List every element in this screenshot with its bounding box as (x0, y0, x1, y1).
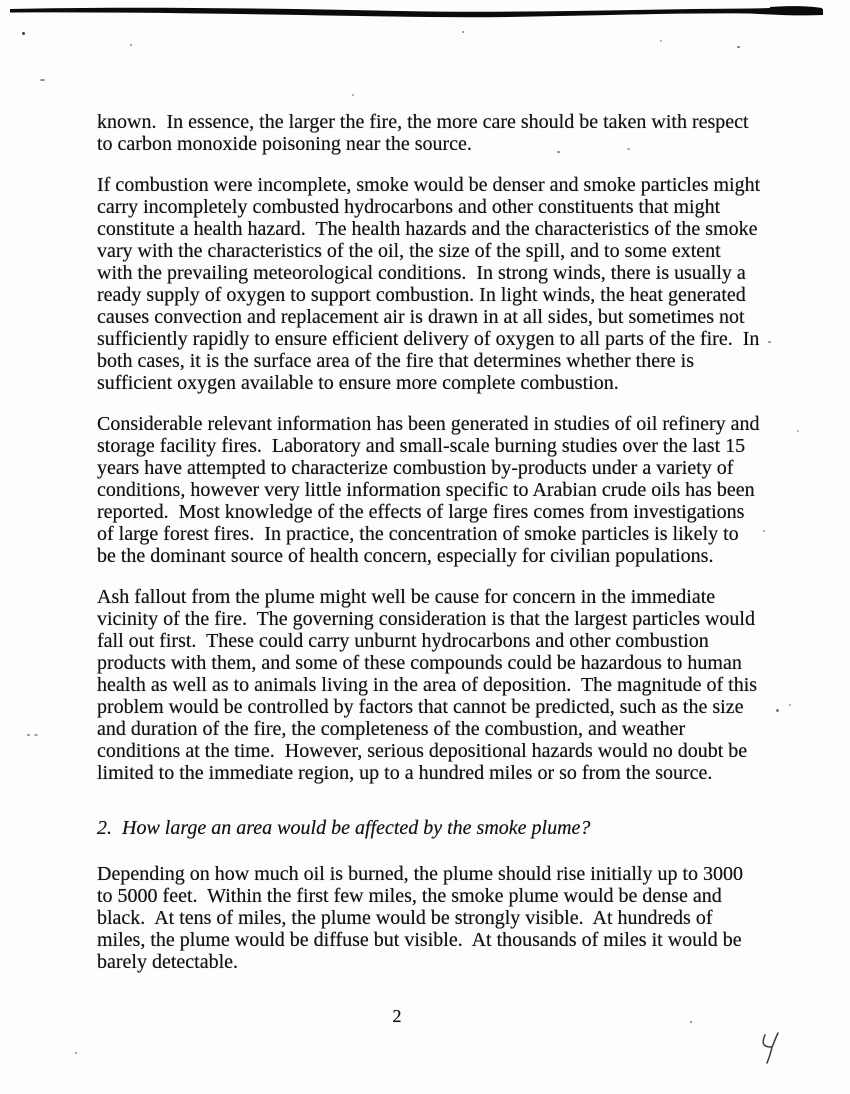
ink-speck (27, 734, 30, 736)
page-number: 2 (392, 1006, 402, 1026)
ink-speck (789, 704, 791, 706)
ink-speck (22, 32, 25, 35)
ink-speck (660, 40, 662, 42)
ink-speck (557, 151, 560, 153)
ink-speck (75, 1052, 77, 1054)
ink-speck (768, 341, 771, 343)
ink-speck (130, 44, 132, 46)
ink-speck (797, 430, 799, 432)
ink-speck (40, 79, 45, 81)
document-body (97, 111, 766, 992)
paragraph-carbon-monoxide: known. In essence, the larger the fire, the more care should be taken with respect to carbon monoxide poisoning near the source. (97, 111, 754, 155)
scan-artifact-top-bar (0, 0, 850, 26)
ink-speck (690, 1021, 692, 1023)
paragraph-ash-fallout: Ash fallout from the plume might well be cause for concern in the immediate vicinity of the fire. The governing consideration is that the largest particles would fall out first. These could carry unburnt hydrocarbons and other combustion products with them, and some of these compounds could be hazardous to human health as well as to animals living in the area of deposition. The magnitude of this problem would be controlled by factors that cannot be predicted, such as the size and duration of the fire, the completeness of the combustion, and weather conditions at the time. However, serious depositional hazards would no doubt be limited to the immediate region, up to a hundred miles or so from the source. (97, 586, 763, 784)
ink-speck (34, 734, 38, 736)
paragraph-plume-extent: Depending on how much oil is burned, the plume should rise initially up to 3000 to 5000 feet. Within the first few miles, the smoke plume would be dense and black. At tens of miles, the plume would be strongly visible. At hundreds of miles, the plume would be diffuse but visible. At thousands of miles it would be barely detectable. (97, 863, 749, 973)
ink-speck (462, 31, 464, 33)
handwritten-mark (757, 1031, 787, 1069)
ink-speck (776, 709, 779, 712)
ink-speck (737, 46, 740, 48)
paragraph-refinery-studies: Considerable relevant information has been generated in studies of oil refinery and storage facility fires. Laboratory and small-scale burning studies over the last 15 years have attempted to characterize combustion by-products under a variety of conditions, however very little information specific to Arabian crude oils has been reported. Most knowledge of the effects of large fires comes from investigations of large forest fires. In practice, the concentration of smoke particles is likely to be the dominant source of health concern, especially for civilian populations. (97, 413, 765, 567)
ink-speck (627, 148, 630, 150)
paragraph-incomplete-combustion: If combustion were incomplete, smoke would be denser and smoke particles might carry incompletely combusted hydrocarbons and other constituents that might constitute a health hazard. The health hazards and the characteristics of the smoke vary with the characteristics of the oil, the size of the spill, and to some extent with the prevailing meteorological conditions. In strong winds, there is usually a ready supply of oxygen to support combustion. In light winds, the heat generated causes convection and replacement air is drawn in at all sides, but sometimes not sufficiently rapidly to ensure efficient delivery of oxygen to all parts of the fire. In both cases, it is the surface area of the fire that determines whether there is sufficient oxygen available to ensure more complete combustion. (97, 174, 766, 394)
section-heading-question-2: 2. How large an area would be affected by the smoke plume? (97, 817, 591, 839)
ink-speck (352, 94, 354, 96)
ink-speck (763, 530, 765, 532)
